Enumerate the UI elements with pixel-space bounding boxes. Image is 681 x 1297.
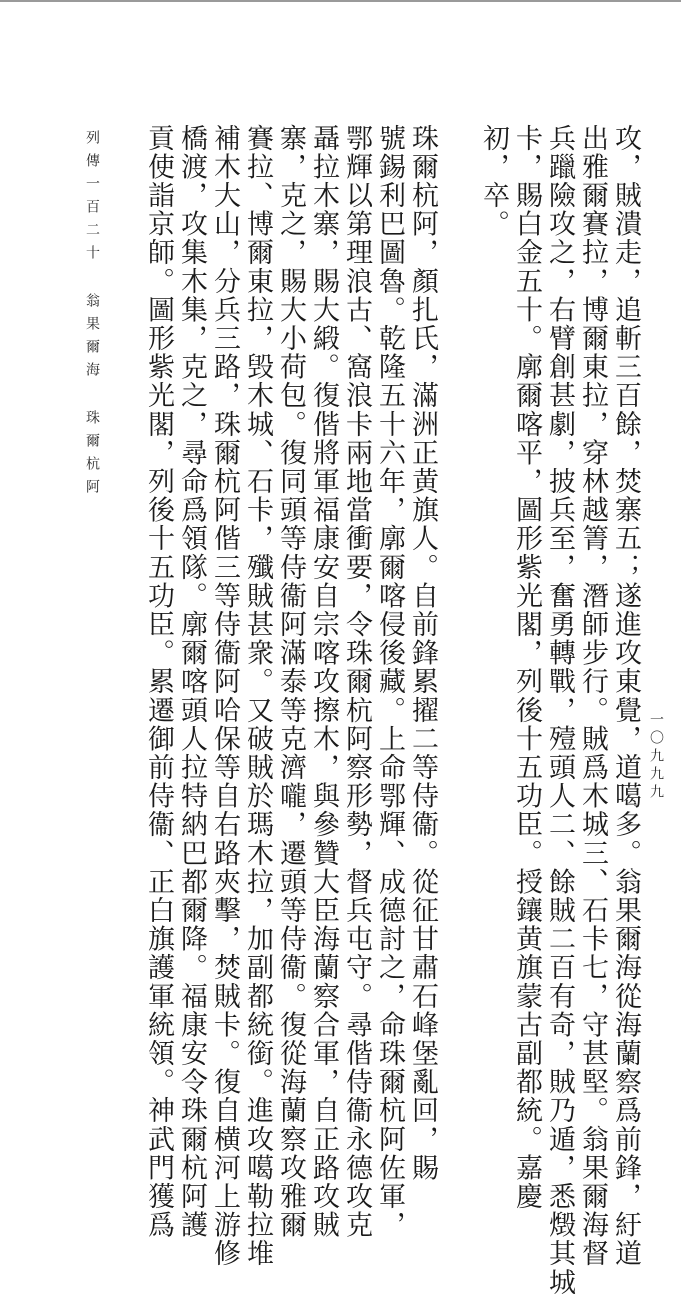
text-column: 初，卒。 xyxy=(478,124,509,239)
text-column: 聶拉木寨，賜大緞。復偕將軍福康安自宗喀攻擦木，與參贊大臣海蘭察合軍，自正路攻賊 xyxy=(308,124,339,1240)
text-column: 出雅爾賽拉，博爾東拉，穿林越箐，潛師步行。賊爲木城三、石卡七，守甚堅。翁果爾海督 xyxy=(577,124,608,1268)
text-column: 兵躐險攻之，右臂創甚劇，披兵至，奮勇轉戰，殪頭人二、餘賊二百有奇，賊乃遁，悉燬其城 xyxy=(544,124,575,1297)
text-column: 補木大山，分兵三路，珠爾杭阿偕三等侍衞阿哈保等自右路夾擊，焚賊卡。復自横河上游修 xyxy=(209,124,240,1268)
page-number: 一〇九九九 xyxy=(648,712,664,802)
text-column: 珠爾杭阿，顏扎氏，滿洲正黄旗人。自前鋒累擢二等侍衞。從征甘肅石峰堡亂回，賜 xyxy=(407,124,438,1183)
text-column: 橋渡，攻集木集，克之，尋命爲領隊。廓爾喀頭人拉特納巴都爾降。福康安令珠爾杭阿護 xyxy=(176,124,207,1240)
text-column: 賽拉、博爾東拉，毁木城、石卡，殲賊甚衆。又破賊於瑪木拉，加副都統銜。進攻噶勒拉堆 xyxy=(242,124,273,1268)
text-column: 卡，賜白金五十。廓爾喀平，圖形紫光閣，列後十五功臣。授鑲黄旗蒙古副都統。嘉慶 xyxy=(511,124,542,1211)
text-column: 寨，克之，賜大小荷包。復同頭等侍衞阿滿泰等克濟嚨，遷頭等侍衞。復從海蘭察攻雅爾 xyxy=(275,124,306,1240)
text-column: 號錫利巴圖魯。乾隆五十六年，廓爾喀侵後藏。上命鄂輝、成德討之，命珠爾杭阿佐軍， xyxy=(374,124,405,1240)
text-column: 鄂輝以第理浪古、窩浪卡兩地當衝要，令珠爾杭阿察形勢，督兵屯守。尋偕侍衞永德攻克 xyxy=(341,124,372,1240)
running-header: 列傳一百二十 翁果爾海 珠爾杭阿 xyxy=(84,130,100,502)
text-column: 攻，賊潰走，追斬三百餘，焚寨五；遂進攻東覺，道噶多。翁果爾海從海蘭察爲前鋒，紆道 xyxy=(610,124,641,1268)
text-column: 貢使詣京師。圖形紫光閣，列後十五功臣。累遷御前侍衞、正白旗護軍統領。神武門獲爲 xyxy=(143,124,174,1240)
top-edge-line xyxy=(0,0,681,2)
